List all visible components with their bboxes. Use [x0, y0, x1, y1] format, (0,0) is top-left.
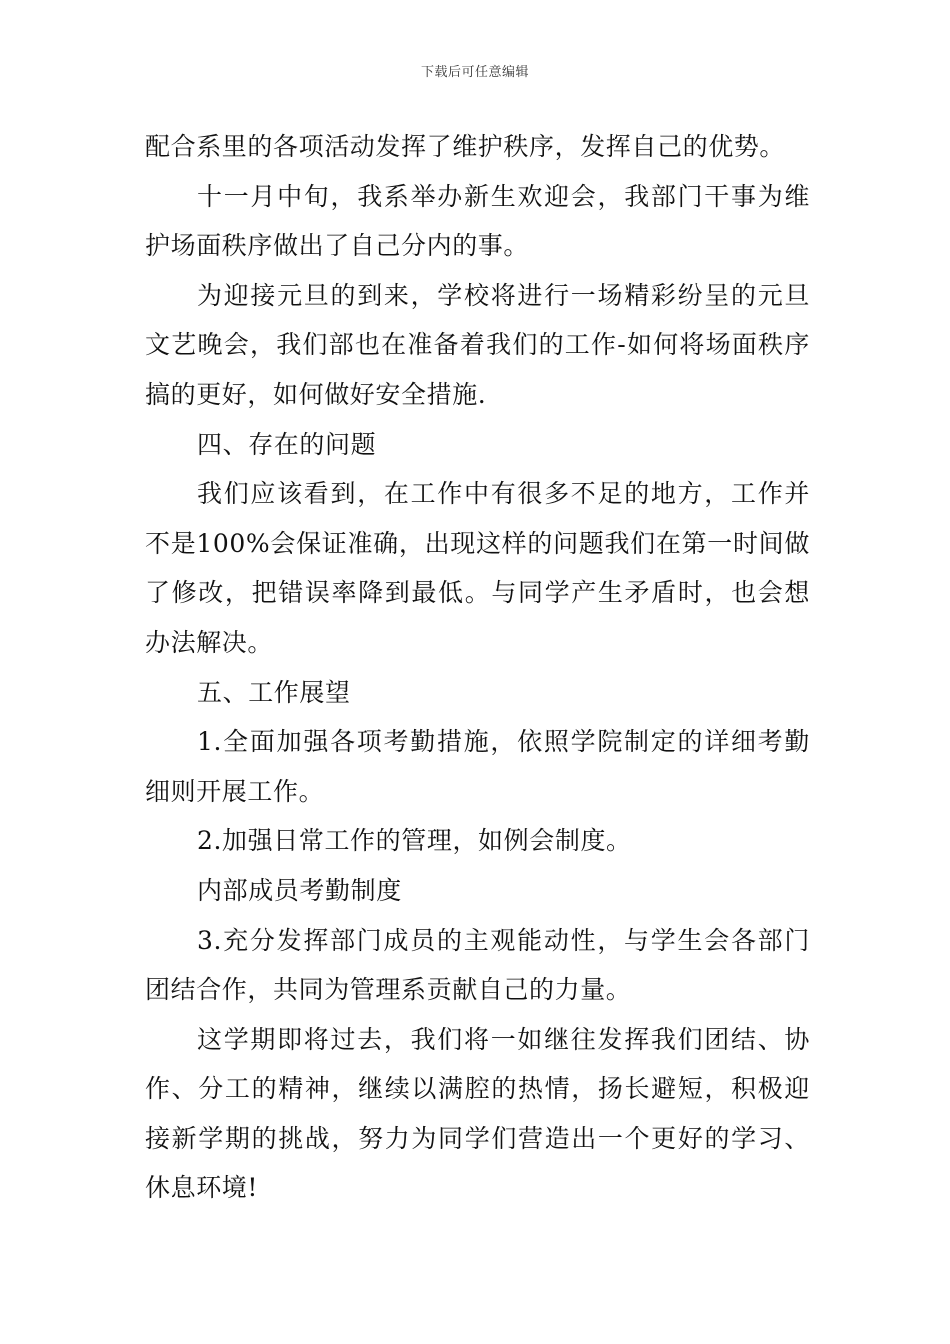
- subheading-attendance: 内部成员考勤制度: [197, 875, 402, 905]
- paragraph-welcome-party: 十一月中旬，我系举办新生欢迎会，我部门干事为维护场面秩序做出了自己分内的事。: [145, 181, 810, 261]
- page-header: 下载后可任意编辑: [420, 65, 529, 80]
- section-heading-outlook: 五、工作展望: [197, 677, 351, 707]
- paragraph-closing: 这学期即将过去，我们将一如继往发挥我们团结、协作、分工的精神，继续以满腔的热情，扬长避短，积极迎接新学期的挑战，努力为同学们营造出一个更好的学习、休息环境!: [145, 1024, 810, 1203]
- paragraph-problems: 我们应该看到，在工作中有很多不足的地方，工作并不是100%会保证准确，出现这样的问题我们在第一时间做了修改，把错误率降到最低。与同学产生矛盾时，也会想办法解决。: [145, 479, 810, 657]
- list-item-3: 3.充分发挥部门成员的主观能动性，与学生会各部门团结合作，共同为管理系贡献自己的力量。: [145, 925, 810, 1005]
- paragraph-continuation: 配合系里的各项活动发挥了维护秩序，发挥自己的优势。: [145, 132, 786, 161]
- paragraph-new-year-gala: 为迎接元旦的到来，学校将进行一场精彩纷呈的元旦文艺晚会，我们部也在准备着我们的工作-如何将场面秩序搞的更好，如何做好安全措施.: [145, 280, 810, 409]
- section-heading-problems: 四、存在的问题: [197, 429, 377, 459]
- list-item-1: 1.全面加强各项考勤措施，依照学院制定的详细考勤细则开展工作。: [145, 727, 810, 806]
- document-body: [145, 122, 810, 1213]
- list-item-2: 2.加强日常工作的管理，如例会制度。: [197, 826, 632, 856]
